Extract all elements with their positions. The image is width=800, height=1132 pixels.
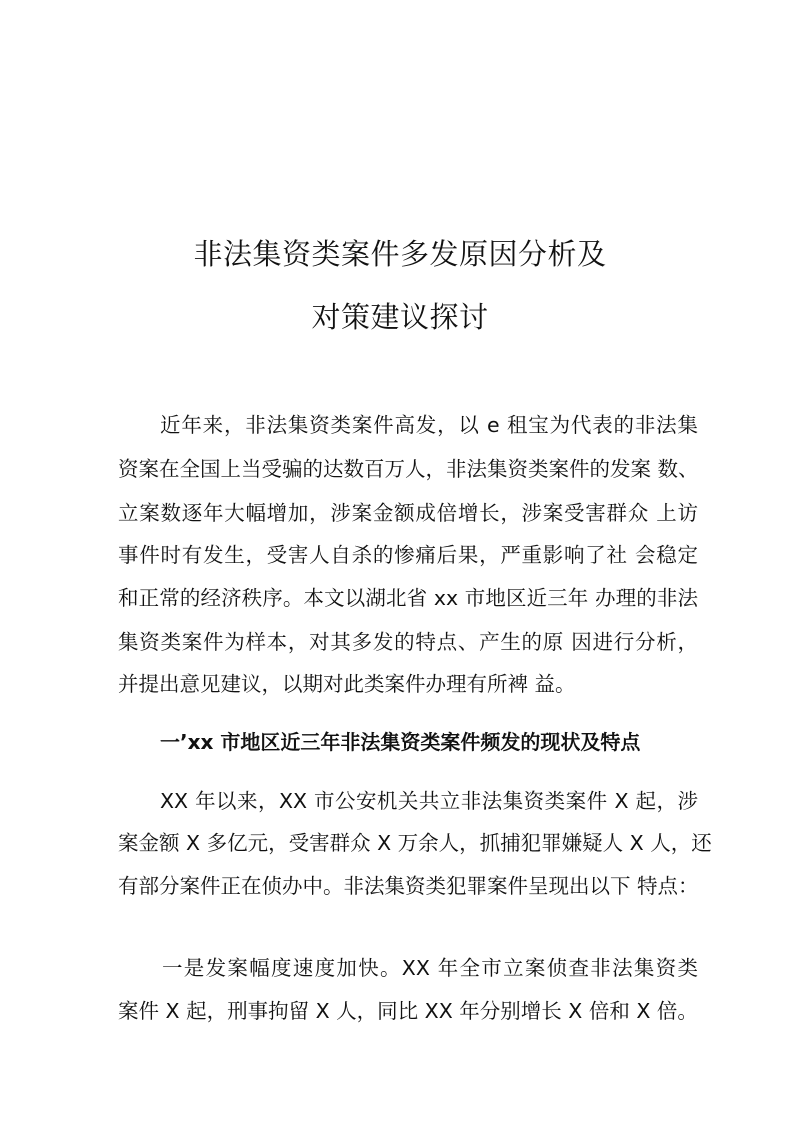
paragraph-1-line-2: 资案在全国上当受骗的达数百万人，非法集资类案件的发案 数、 bbox=[118, 457, 699, 481]
document-title-line-1: 非法集资类案件多发原因分析及 bbox=[193, 237, 607, 271]
paragraph-1-line-4: 事件时有发生，受害人自杀的惨痛后果，严重影响了社 会稳定 bbox=[118, 543, 698, 567]
document-title-line-2: 对策建议探讨 bbox=[311, 300, 489, 334]
paragraph-1-line-5: 和正常的经济秩序。本文以湖北省 xx 市地区近三年 办理的非法 bbox=[118, 586, 698, 610]
paragraph-3-line-1: 一是发案幅度速度加快。XX 年全市立案侦查非法集资类 bbox=[162, 956, 698, 980]
paragraph-2-line-1: XX 年以来，XX 市公安机关共立非法集资类案件 X 起，涉 bbox=[160, 789, 698, 813]
paragraph-1-line-1: 近年来，非法集资类案件高发，以 e 租宝为代表的非法集 bbox=[160, 413, 698, 437]
paragraph-1-line-7: 并提出意见建议，以期对此类案件办理有所裨 益。 bbox=[118, 672, 576, 696]
paragraph-1-line-3: 立案数逐年大幅增加，涉案金额成倍增长，涉案受害群众 上访 bbox=[118, 501, 698, 525]
paragraph-2-line-2: 案金额 X 多亿元，受害群众 X 万余人，抓捕犯罪嫌疑人 X 人，还 bbox=[118, 831, 712, 855]
paragraph-1-line-6: 集资类案件为样本，对其多发的特点、产生的原 因进行分析， bbox=[118, 630, 698, 654]
section-heading-1: 一’xx 市地区近三年非法集资类案件频发的现状及特点 bbox=[160, 730, 641, 754]
paragraph-2-line-3: 有部分案件正在侦办中。非法集资类犯罪案件呈现出以下 特点： bbox=[118, 874, 699, 898]
paragraph-3-line-2: 案件 X 起，刑事拘留 X 人，同比 XX 年分别增长 X 倍和 X 倍。 bbox=[118, 999, 698, 1023]
